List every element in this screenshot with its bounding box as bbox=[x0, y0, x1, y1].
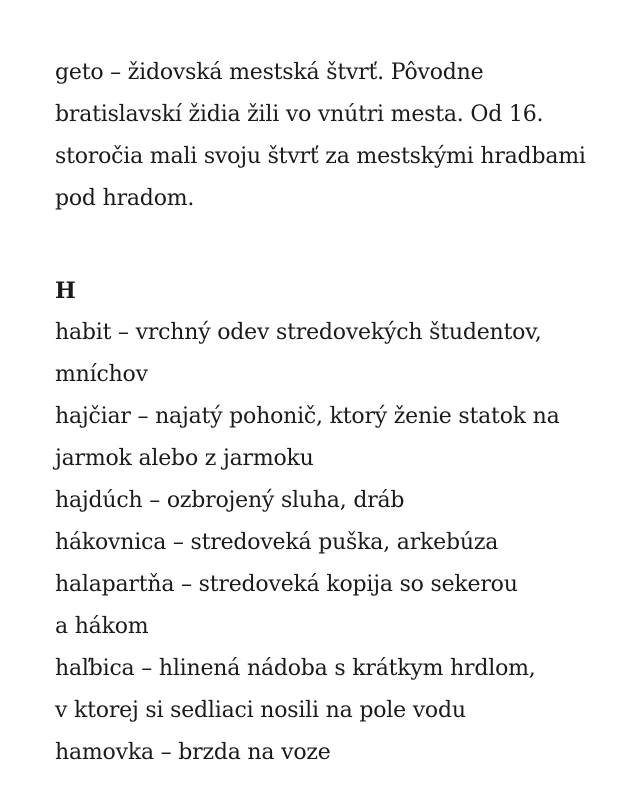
spacer bbox=[55, 220, 615, 262]
text-line: storočia mali svoju štvrť za mestskými hradbami bbox=[55, 144, 586, 169]
text-line: v ktorej si sedliaci nosili na pole vodu bbox=[55, 698, 466, 723]
text-line: geto – židovská mestská štvrť. Pôvodne bbox=[55, 60, 484, 85]
text-line: habit – vrchný odev stredovekých študentov, bbox=[55, 320, 542, 345]
text-line: hajčiar – najatý pohonič, ktorý ženie statok na bbox=[55, 404, 560, 429]
text-line: a hákom bbox=[55, 614, 149, 639]
text-line: haľbica – hlinená nádoba s krátkym hrdlom, bbox=[55, 656, 536, 681]
text-line: mníchov bbox=[55, 362, 148, 387]
text-line: hajdúch – ozbrojený sluha, dráb bbox=[55, 488, 405, 513]
text-line: bratislavskí židia žili vo vnútri mesta. Od 16. bbox=[55, 102, 544, 127]
text-line: jarmok alebo z jarmoku bbox=[55, 446, 314, 471]
h-entries bbox=[55, 312, 615, 774]
geto-entry bbox=[55, 52, 615, 220]
text-line: hamovka – brzda na voze bbox=[55, 740, 331, 765]
text-line: pod hradom. bbox=[55, 186, 195, 211]
text-line: halapartňa – stredoveká kopija so sekerou bbox=[55, 572, 518, 597]
glossary-page bbox=[55, 52, 615, 774]
text-line: hákovnica – stredoveká puška, arkebúza bbox=[55, 530, 499, 555]
section-heading: H bbox=[55, 278, 76, 304]
